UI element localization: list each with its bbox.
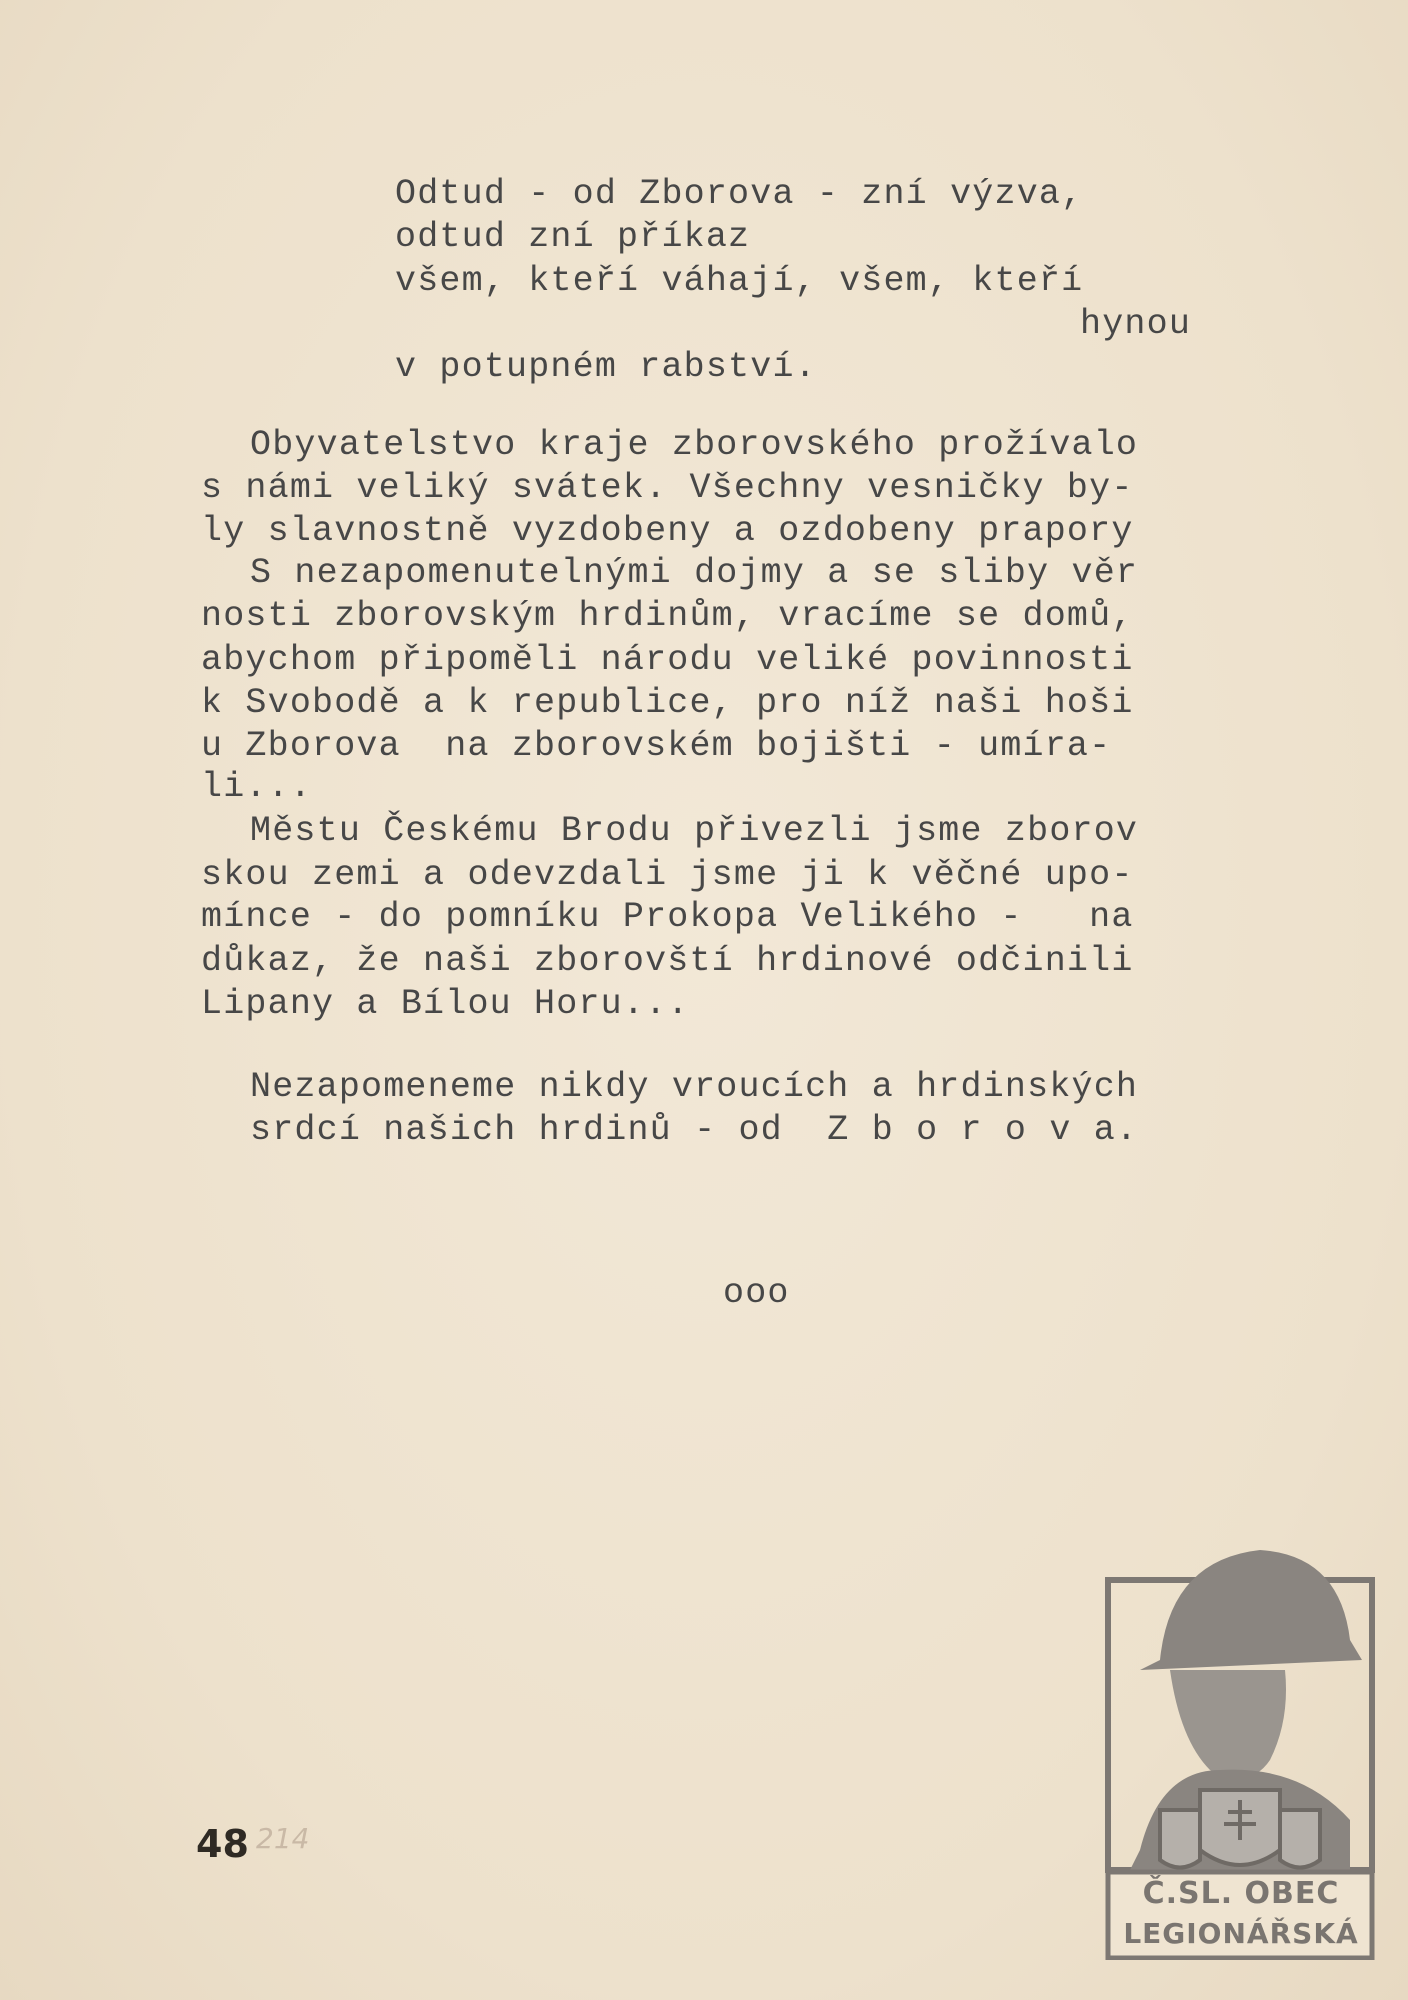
paragraph3-line-2: srdcí našich hrdinů - od Z b o r o v a. (250, 1110, 1139, 1150)
soldier-face-icon (1170, 1670, 1286, 1778)
logo-text-line-1: Č.SL. OBEC (1142, 1876, 1340, 1911)
paragraph2-line-2: skou zemi a odevzdali jsme ji k věčné upo- (201, 855, 1134, 895)
paragraph2-line-1: Městu Českému Brodu přivezli jsme zborov (250, 811, 1139, 851)
paragraph1-line-9: li... (201, 767, 313, 807)
paragraph1-line-7: k Svobodě a k republice, pro níž naši hoši (201, 683, 1134, 723)
poem-line-2: odtud zní příkaz (395, 217, 751, 257)
section-separator: ooo (723, 1273, 790, 1313)
paragraph1-line-3: ly slavnostně vyzdobeny a ozdobeny prapory (201, 511, 1134, 551)
paragraph1-line-4: S nezapomenutelnými dojmy a se sliby věr (250, 553, 1139, 593)
paragraph1-line-5: nosti zborovským hrdinům, vracíme se domů, (201, 596, 1134, 636)
paragraph1-line-2: s námi veliký svátek. Všechny vesničky by- (201, 468, 1134, 508)
paragraph2-line-5: Lipany a Bílou Horu... (201, 984, 690, 1024)
logo-text-line-2: LEGIONÁŘSKÁ (1123, 1917, 1359, 1950)
poem-line-5: v potupném rabství. (395, 347, 817, 387)
page-number: 48 (196, 1822, 249, 1866)
paragraph2-line-3: mínce - do pomníku Prokopa Velikého - na (201, 897, 1134, 937)
paragraph1-line-6: abychom připoměli národu veliké povinnosti (201, 640, 1134, 680)
poem-line-4: hynou (1080, 304, 1192, 344)
pencil-note: 214 (256, 1822, 310, 1855)
helmet-icon (1140, 1550, 1362, 1670)
poem-line-3: všem, kteří váhají, všem, kteří (395, 261, 1084, 301)
poem-line-1: Odtud - od Zborova - zní výzva, (395, 174, 1084, 214)
paragraph3-line-1: Nezapomeneme nikdy vroucích a hrdinských (250, 1067, 1139, 1107)
paragraph1-line-1: Obyvatelstvo kraje zborovského prožívalo (250, 425, 1139, 465)
paragraph2-line-4: důkaz, že naši zborovští hrdinové odčinili (201, 941, 1134, 981)
paragraph1-line-8: u Zborova na zborovském bojišti - umíra- (201, 726, 1112, 766)
